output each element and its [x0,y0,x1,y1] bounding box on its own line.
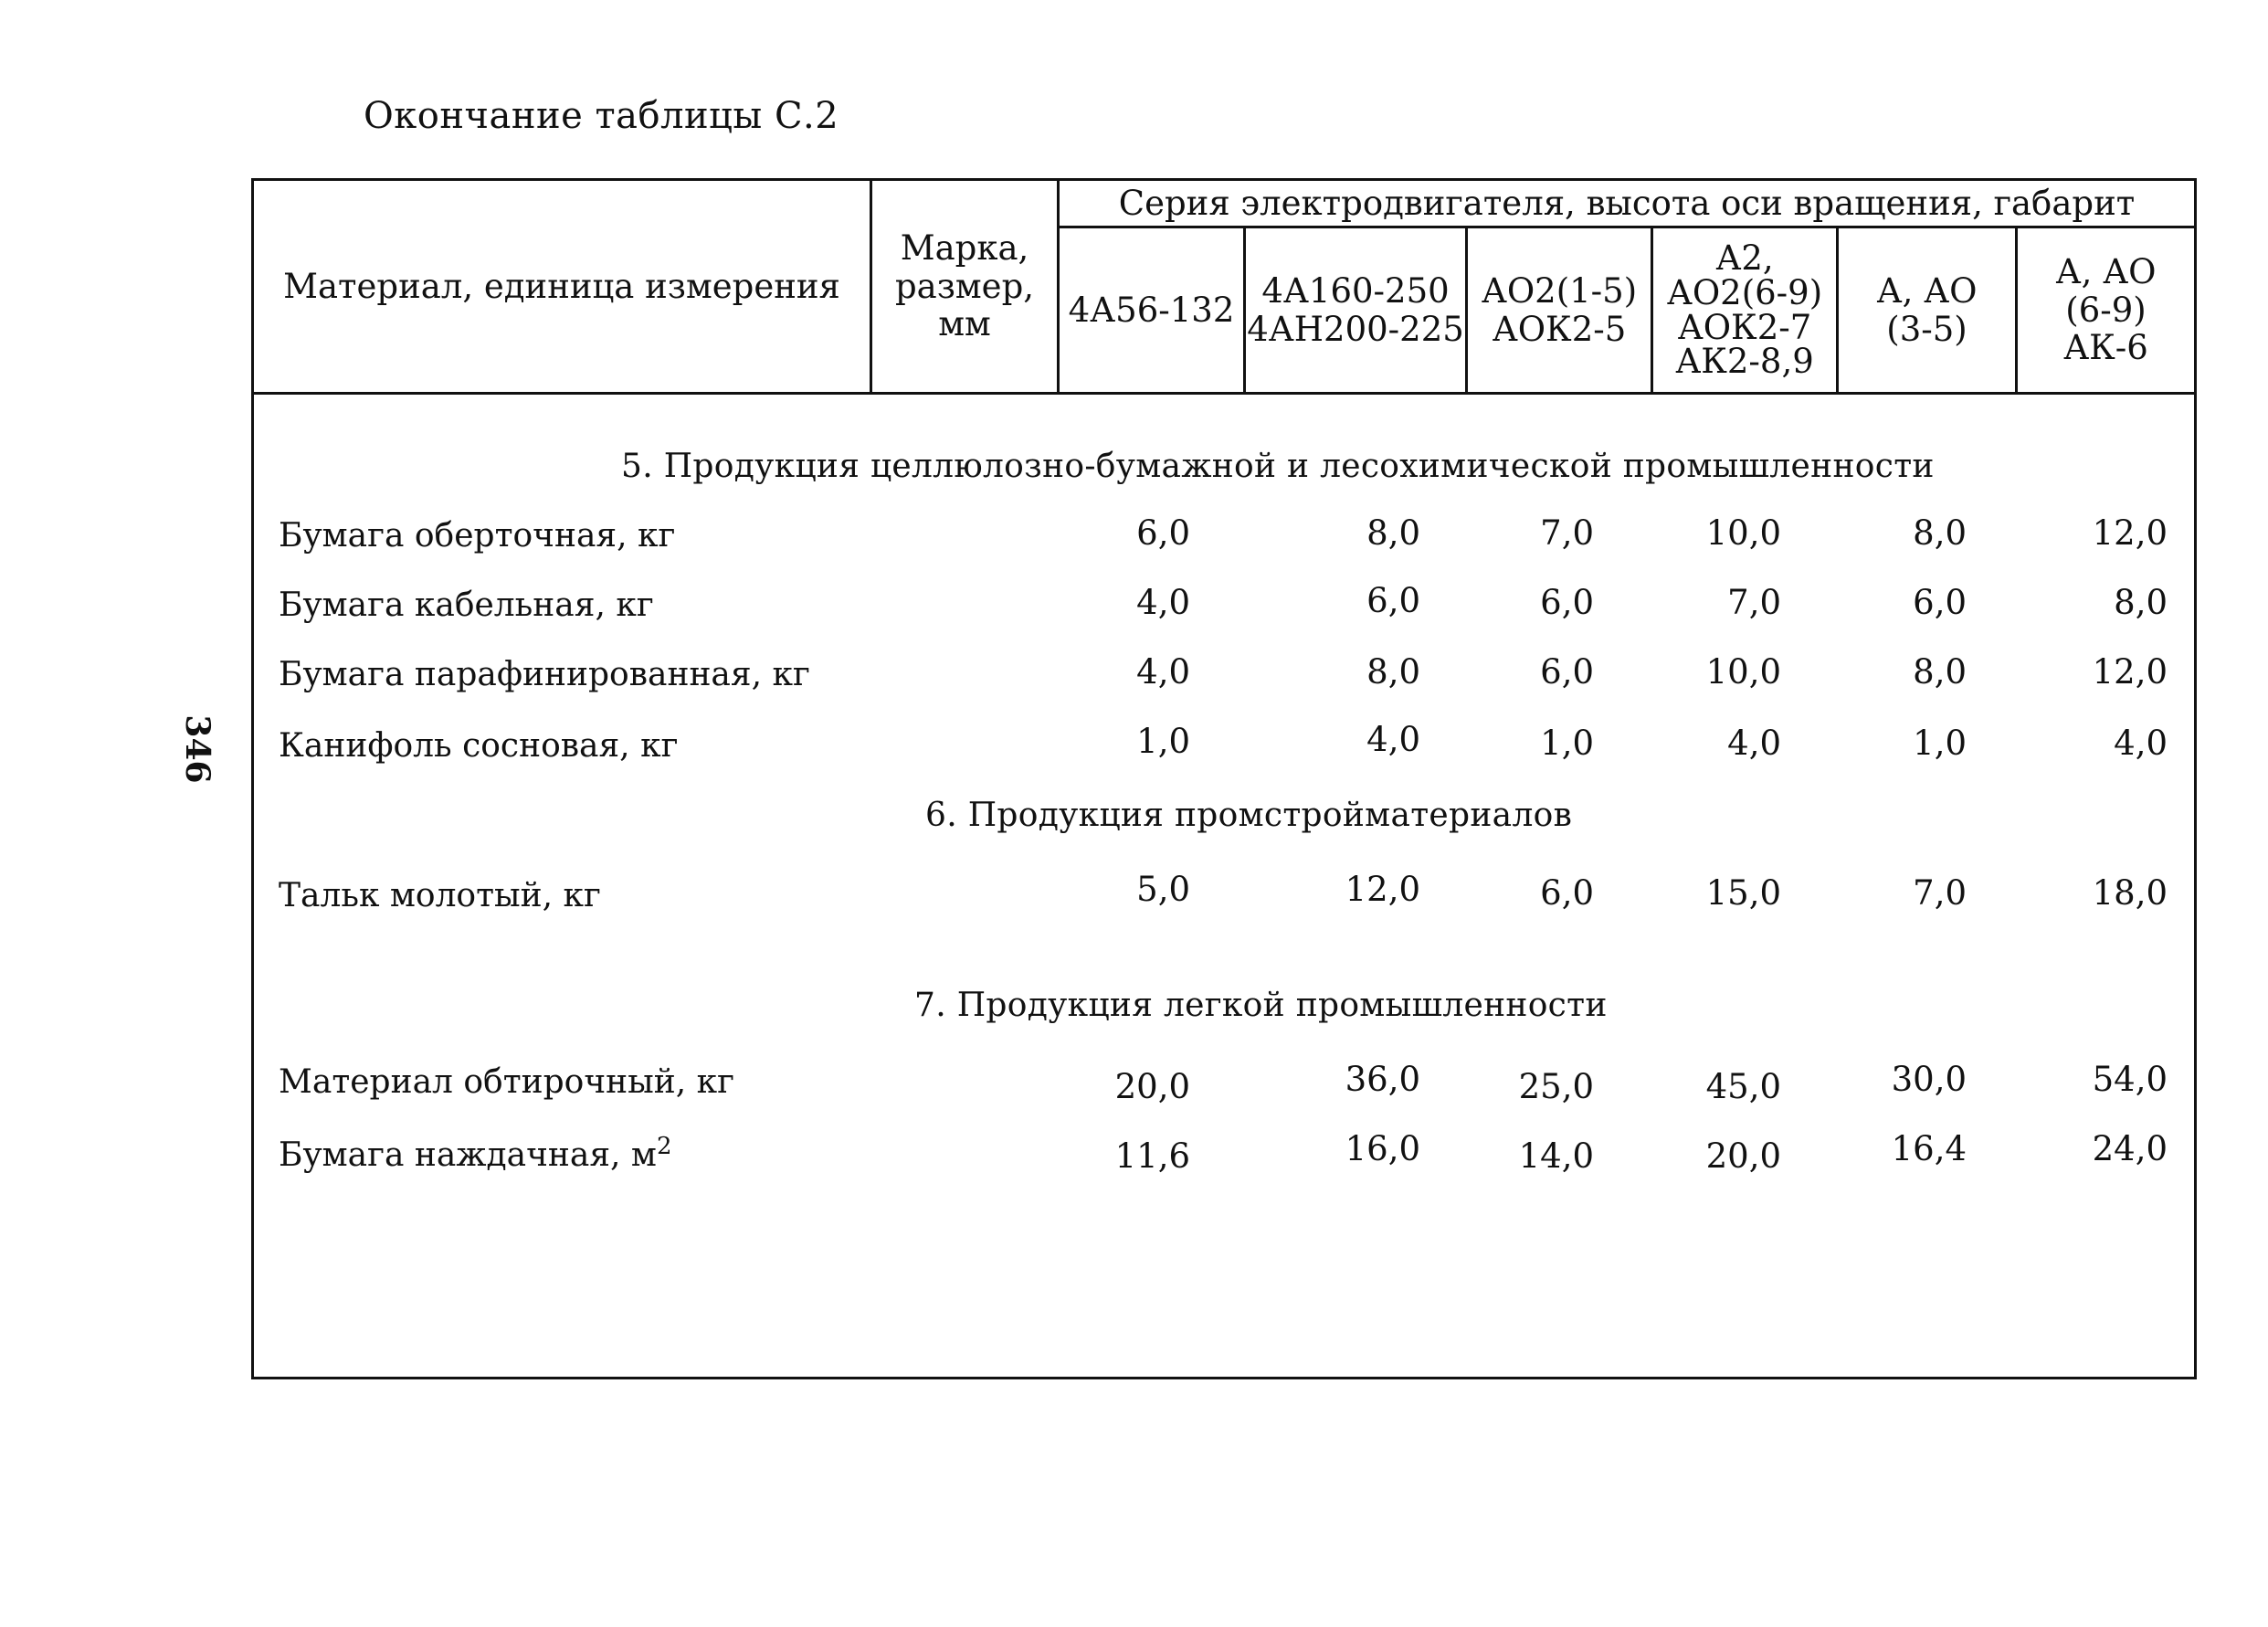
table-cell: 30,0 [1891,1060,1967,1099]
header-series-line: 4А160-250 [1261,271,1450,312]
table-cell: 1,0 [1913,724,1967,763]
table-cell: 4,0 [1727,724,1781,763]
table-cell: 20,0 [1705,1136,1781,1176]
table-cell: 12,0 [1345,870,1420,909]
table-cell: 54,0 [2092,1060,2168,1099]
table-cell: 7,0 [1540,513,1594,553]
row-label-superscript: 2 [656,1133,672,1160]
header-series-line: А2, [1715,238,1774,279]
header-series-line: АК2-8,9 [1675,342,1814,382]
table-cell: 15,0 [1705,873,1781,913]
header-series-line: АО2(6-9) [1666,272,1823,312]
table-cell: 45,0 [1705,1067,1781,1106]
table-cell: 25,0 [1518,1067,1594,1106]
header-brand-line: размер, [894,266,1035,306]
header-series-line: А, АО [1876,271,1978,312]
table-cell: 8,0 [2114,583,2168,622]
row-label: Бумага кабельная, кг [279,586,654,624]
row-label [279,1133,671,1174]
table-cell: 11,6 [1114,1136,1190,1176]
table-cell: 8,0 [1366,513,1420,553]
header-series-line: (6-9) [2065,290,2147,330]
row-label: Бумага оберточная, кг [279,517,676,555]
table-cell: 10,0 [1705,513,1781,553]
table-cell: 1,0 [1540,724,1594,763]
header-series-line: 4АН200-225 [1247,309,1464,349]
table-cell: 12,0 [2092,513,2168,553]
table-cell: 6,0 [1136,513,1190,553]
table-cell: 6,0 [1540,583,1594,622]
header-series-line: АОК2-5 [1492,309,1627,349]
header-series-line: (3-5) [1886,309,1967,349]
header-series-col [1653,228,1836,392]
header-bottom-line [251,392,2197,395]
header-series-title-text: Серия электродвигателя, высота оси вращения, габарит [1118,183,2136,223]
table-cell: 24,0 [2092,1129,2168,1168]
section-title: 5. Продукция целлюлозно-бумажной и лесохимической промышленности [621,448,1935,485]
header-series-line: АОК2-7 [1677,307,1812,347]
table-cell: 8,0 [1913,652,1967,692]
table-cell: 16,0 [1345,1129,1420,1168]
table-cell: 14,0 [1518,1136,1594,1176]
section-title: 6. Продукция промстройматериалов [925,797,1573,834]
table-cell: 36,0 [1345,1060,1420,1099]
row-label: Канифоль сосновая, кг [279,727,679,765]
table-cell: 5,0 [1136,870,1190,909]
table-cell: 1,0 [1136,722,1190,761]
table-cell: 16,4 [1891,1129,1967,1168]
table-caption: Окончание таблицы С.2 [364,95,839,137]
header-series-line: АК-6 [2063,328,2148,368]
table-cell: 8,0 [1913,513,1967,553]
header-series-line: АО2(1-5) [1481,271,1638,312]
table-cell: 6,0 [1540,873,1594,913]
header-series-line: А, АО [2055,252,2157,292]
header-brand [872,181,1057,392]
header-brand-line: мм [938,304,991,344]
header-material-text: Материал, единица измерения [283,266,840,306]
table-cell: 7,0 [1727,583,1781,622]
table-cell: 4,0 [2114,724,2168,763]
header-series-col [2018,228,2194,392]
table-cell: 4,0 [1136,583,1190,622]
row-label: Тальк молотый, кг [279,877,601,914]
table-cell: 18,0 [2092,873,2168,913]
header-brand-line: Марка, [900,228,1029,269]
row-label: Материал обтирочный, кг [279,1063,735,1101]
table-cell: 10,0 [1705,652,1781,692]
row-label-text: Бумага наждачная, м [279,1136,657,1174]
row-label: Бумага парафинированная, кг [279,656,810,693]
header-series-line: 4А56-132 [1068,290,1235,330]
table-cell: 6,0 [1913,583,1967,622]
page-number: 346 [178,714,216,784]
header-series-title [1060,181,2194,226]
section-title: 7. Продукция легкой промышленности [914,987,1608,1024]
table-cell: 20,0 [1114,1067,1190,1106]
table-cell: 6,0 [1540,652,1594,692]
table-cell: 12,0 [2092,652,2168,692]
header-material [254,181,870,392]
table-cell: 7,0 [1913,873,1967,913]
table-cell: 6,0 [1366,581,1420,620]
table-cell: 4,0 [1136,652,1190,692]
header-series-col [1468,228,1651,392]
table-cell: 4,0 [1366,720,1420,759]
header-series-col [1246,228,1465,392]
header-series-col [1839,228,2015,392]
table-cell: 8,0 [1366,652,1420,692]
header-series-col [1060,228,1243,392]
